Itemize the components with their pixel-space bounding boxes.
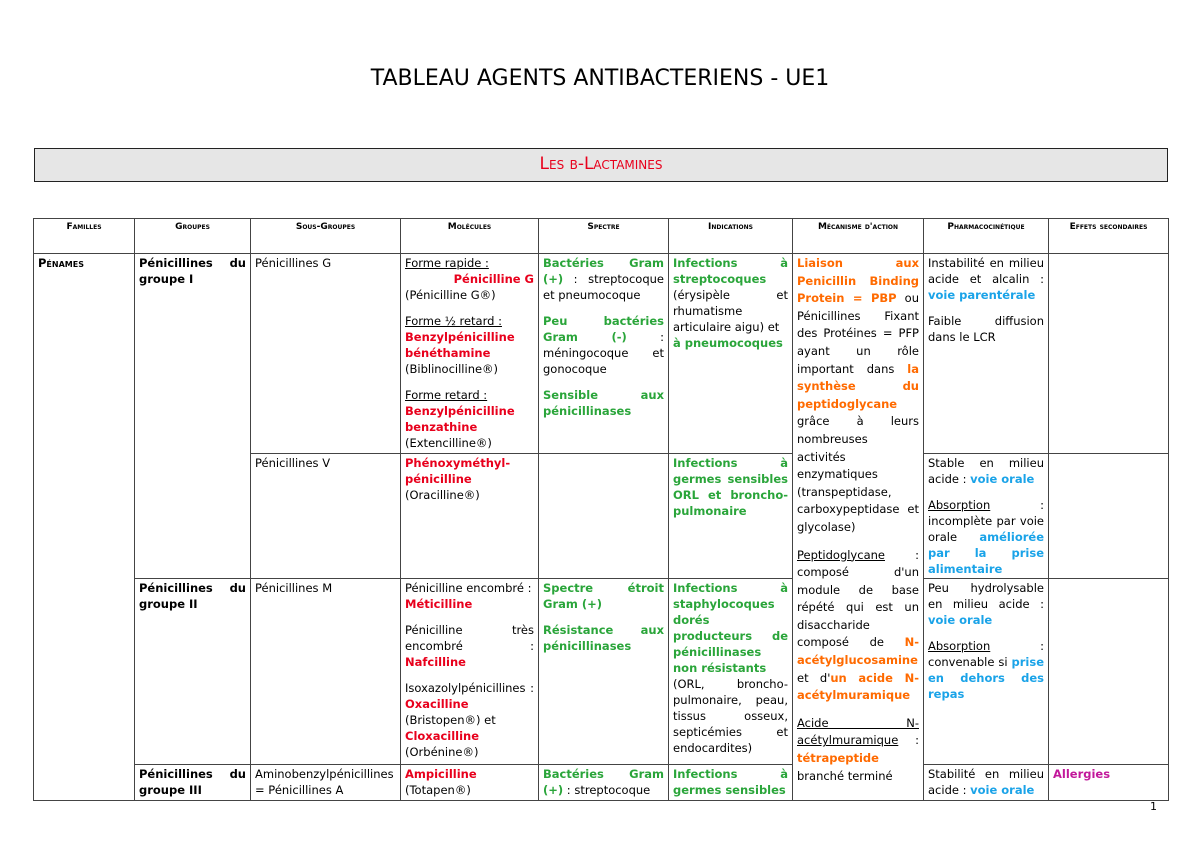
group-cell: Pénicillines du groupe II	[135, 579, 251, 765]
spectre-cell: Spectre étroit Gram (+) Résistance aux pénicillinases	[539, 579, 669, 765]
subgroup-cell: Pénicillines M	[251, 579, 401, 765]
molecule-form: Forme retard :	[405, 388, 488, 402]
molecule-name: Phénoxyméthyl-pénicilline	[405, 456, 511, 486]
effects-cell	[1049, 254, 1169, 454]
antibacterial-table	[33, 218, 1169, 801]
subgroup-cell: Aminobenzylpénicillines = Pénicillines A	[251, 765, 401, 801]
table-header-row	[34, 219, 1169, 254]
table-row	[34, 254, 1169, 454]
molecule-name: Pénicilline G	[453, 272, 534, 286]
molecule-brand: (Biblinocilline®)	[405, 362, 499, 376]
header-molecules: Molécules	[401, 219, 539, 254]
effects-cell	[1049, 579, 1169, 765]
spectre-cell: Bactéries Gram (+) : streptocoque et pneumocoque Peu bactéries Gram (-) : méningocoque et gonocoque Sensible aux pénicillinases	[539, 254, 669, 454]
pharmacokinetics-cell: Peu hydrolysable en milieu acide : voie orale Absorption : convenable si prise en dehors des repas	[924, 579, 1049, 765]
indications-cell: Infections à staphylocoques dorés producteurs de pénicillinases non résistants (ORL, broncho-pulmonaire, peau, tissus osseux, septicémies et endocardites)	[669, 579, 793, 765]
molecule-name: Benzylpénicilline bénéthamine	[405, 330, 515, 360]
molecule-name: Benzylpénicilline benzathine	[405, 404, 515, 434]
spectre-cell	[539, 454, 669, 579]
subgroup-cell: Pénicillines V	[251, 454, 401, 579]
section-heading	[34, 148, 1168, 182]
document-title: TABLEAU AGENTS ANTIBACTERIENS - UE1	[370, 66, 830, 91]
effects-cell	[1049, 454, 1169, 579]
molecule-form: Forme rapide :	[405, 256, 489, 270]
mechanism-cell: Liaison aux Penicillin Binding Protein = PBP ou Pénicillines Fixant des Protéines = PFP ayant un rôle important dans la synthèse du peptidoglycane grâce à leurs nombreuses activités enzymatiques (transpeptidase, carboxypeptidase et glycolase) Peptidoglycane : composé d'un module de base répété qui est un disaccharide composé de N-acétylglucosamine et d'un acide N-acétylmuramique Acide N-acétylmuramique : tétrapeptide branché terminé	[793, 254, 924, 801]
pharmacokinetics-cell: Stable en milieu acide : voie orale Absorption : incomplète par voie orale améliorée par la prise alimentaire	[924, 454, 1049, 579]
header-familles: Familles	[34, 219, 135, 254]
indications-cell: Infections à germes sensibles ORL et broncho-pulmonaire	[669, 454, 793, 579]
group-cell: Pénicillines du groupe I	[135, 254, 251, 579]
group-cell: Pénicillines du groupe III	[135, 765, 251, 801]
pharmacokinetics-cell: Instabilité en milieu acide et alcalin : voie parentérale Faible diffusion dans le LCR	[924, 254, 1049, 454]
header-effets: Effets secondaires	[1049, 219, 1169, 254]
indications-cell: Infections à streptocoques (érysipèle et rhumatisme articulaire aigu) et à pneumocoques	[669, 254, 793, 454]
molecule-name: Méticilline	[405, 597, 473, 611]
molecule-name: Cloxacilline	[405, 729, 480, 743]
molecules-cell	[401, 254, 539, 454]
molecule-form: Forme ½ retard :	[405, 314, 502, 328]
effects-cell: Allergies	[1049, 765, 1169, 801]
molecules-cell: Ampicilline (Totapen®)	[401, 765, 539, 801]
molecule-name: Ampicilline	[405, 767, 477, 781]
family-cell: Pénames	[34, 254, 135, 801]
molecule-name: Oxacilline	[405, 697, 469, 711]
header-sous-groupes: Sous-Groupes	[251, 219, 401, 254]
header-spectre: Spectre	[539, 219, 669, 254]
subgroup-cell: Pénicillines G	[251, 254, 401, 454]
table-row	[34, 765, 1169, 801]
pharmacokinetics-cell: Stabilité en milieu acide : voie orale	[924, 765, 1049, 801]
molecule-brand: (Extencilline®)	[405, 436, 492, 450]
spectre-cell: Bactéries Gram (+) : streptocoque	[539, 765, 669, 801]
molecule-name: Nafcilline	[405, 655, 466, 669]
page-number: 1	[1150, 800, 1157, 813]
header-groupes: Groupes	[135, 219, 251, 254]
molecules-cell	[401, 454, 539, 579]
header-indications: Indications	[669, 219, 793, 254]
section-title: Les β-Lactamines	[539, 154, 663, 174]
table-row	[34, 579, 1169, 765]
header-pharmacocinetique: Pharmacocinétique	[924, 219, 1049, 254]
molecules-cell: Pénicilline encombré : Méticilline Pénicilline très encombré : Nafcilline Isoxazolylpénicillines : Oxacilline (Bristopen®) et Cloxacilline (Orbénine®)	[401, 579, 539, 765]
indications-cell: Infections à germes sensibles	[669, 765, 793, 801]
header-mecanisme: Mécanisme d'action	[793, 219, 924, 254]
molecule-brand: (Oracilline®)	[405, 488, 480, 502]
molecule-brand: (Pénicilline G®)	[405, 288, 496, 302]
